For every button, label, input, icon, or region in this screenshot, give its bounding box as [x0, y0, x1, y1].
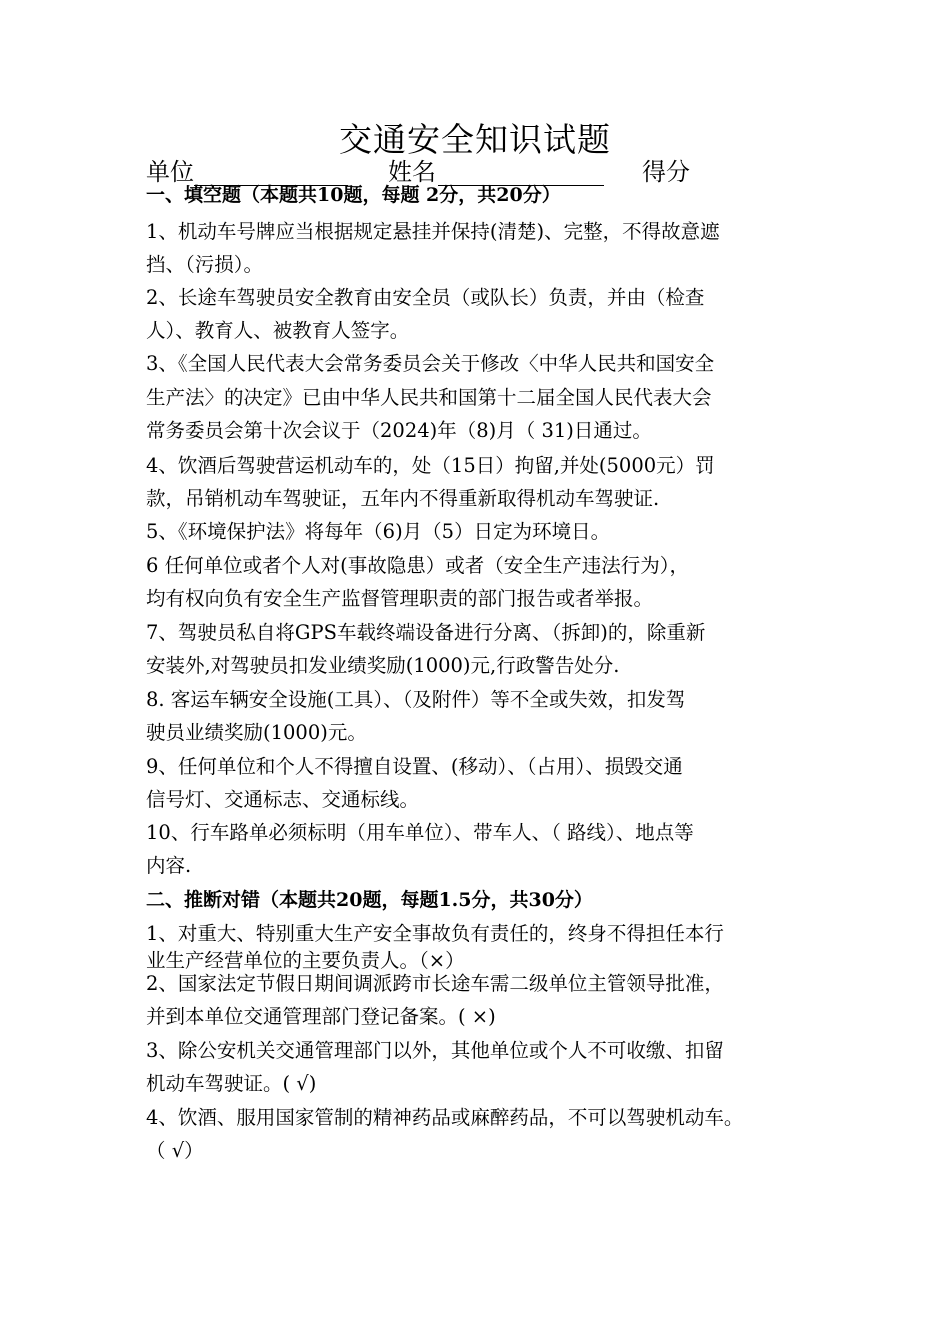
section-true-false-heading: 二、推断对错（本题共20题，每题1.5分，共30分）: [146, 889, 593, 911]
question-line: 人）、教育人、被教育人签字。: [146, 319, 410, 342]
question-line: 8. 客运车辆安全设施(工具）、（及附件）等不全或失效，扣发驾: [146, 688, 686, 711]
question-line: 7、驾驶员私自将GPS车载终端设备进行分离、（拆卸)的，除重新: [146, 621, 706, 644]
question-line: 并到本单位交通管理部门登记备案。( ×): [146, 1005, 496, 1028]
question-item: [146, 281, 704, 347]
question-item: [146, 215, 720, 281]
question-item: [146, 549, 689, 615]
question-line: 内容.: [146, 854, 192, 877]
question-line: 信号灯、交通标志、交通标线。: [146, 788, 420, 811]
question-line: 3、《全国人民代表大会常务委员会关于修改〈中华人民共和国安全: [146, 352, 715, 375]
question-line: 挡、（污损）。: [146, 253, 264, 276]
page-title: 交通安全知识试题: [339, 120, 611, 159]
question-line: 4、饮酒后驾驶营运机动车的，处（15日）拘留,并处(5000元）罚: [146, 454, 715, 477]
name-label: 姓名: [388, 158, 436, 186]
question-line: 驶员业绩奖励(1000)元。: [146, 721, 367, 744]
question-line: 9、任何单位和个人不得擅自设置、(移动）、（占用）、损毁交通: [146, 755, 683, 778]
question-line: 常务委员会第十次会议于（2024)年（8)月（ 31)日通过。: [146, 419, 652, 442]
question-line: 1、机动车号牌应当根据规定悬挂并保持(清楚)、完整，不得故意遮: [146, 220, 720, 243]
question-line: （ √）: [146, 1139, 204, 1162]
question-item: [146, 750, 683, 816]
question-line: 款，吊销机动车驾驶证，五年内不得重新取得机动车驾驶证.: [146, 487, 660, 510]
question-line: 4、饮酒、服用国家管制的精神药品或麻醉药品，不可以驾驶机动车。: [146, 1106, 744, 1129]
question-item: [146, 1101, 743, 1167]
question-item: [146, 816, 694, 882]
section-fill-in-heading: 一、填空题（本题共10题，每题 2分，共20分）: [146, 184, 561, 206]
question-item: [146, 449, 715, 515]
question-line: 2、国家法定节假日期间调派跨市长途车需二级单位主管领导批准，: [146, 972, 724, 995]
question-line: 10、行车路单必须标明（用车单位）、带车人、（ 路线）、地点等: [146, 821, 694, 844]
question-line: 1、对重大、特别重大生产安全事故负有责任的，终身不得担任本行: [146, 922, 724, 945]
question-line: 业生产经营单位的主要负责人。（×）: [146, 949, 465, 972]
question-item: [146, 683, 685, 749]
question-line: 机动车驾驶证。( √): [146, 1072, 317, 1095]
question-line: 安装外,对驾驶员扣发业绩奖励(1000)元,行政警告处分.: [146, 654, 620, 677]
question-line: 生产法〉的决定》已由中华人民共和国第十二届全国人民代表大会: [146, 385, 712, 409]
question-item: [146, 347, 714, 448]
question-item: [146, 920, 724, 974]
question-item: [146, 967, 724, 1033]
score-label: 得分: [642, 158, 690, 186]
question-line: 3、除公安机关交通管理部门以外，其他单位或个人不可收缴、扣留: [146, 1039, 724, 1062]
question-line: 2、长途车驾驶员安全教育由安全员（或队长）负责，并由（检查: [146, 286, 705, 309]
question-item: [146, 515, 610, 548]
question-item: [146, 1034, 724, 1100]
question-line: 5、《环境保护法》将每年（6)月（5）日定为环境日。: [146, 520, 611, 543]
question-line: 均有权向负有安全生产监督管理职责的部门报告或者举报。: [146, 587, 654, 610]
question-line: 6 任何单位或者个人对(事故隐患）或者（安全生产违法行为），: [146, 554, 689, 577]
unit-label: 单位: [146, 158, 194, 186]
question-item: [146, 616, 705, 682]
